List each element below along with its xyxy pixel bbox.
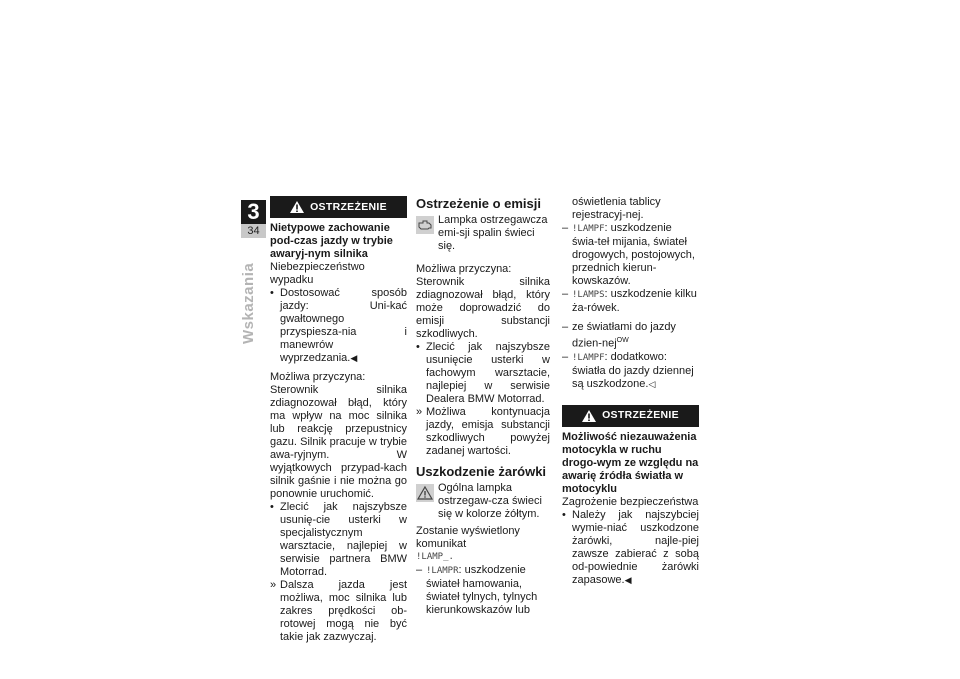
list-item: – !LAMPF: uszkodzenie świa-teł mijania, świateł drogowych, postojowych, przednich kierun-kowskazów. (562, 222, 695, 287)
lamp-desc: : uszkodzenie świa-teł mijania, świateł drogowych, postojowych, przednich kierun-kowskazów. (572, 222, 695, 287)
continued-text: oświetlenia tablicy rejestracyj-nej. (572, 196, 661, 221)
list-item: » Dalsza jazda jest możliwa, moc silnika lub zakres prędkości ob-rotowej mogą nie być takie jak zazwyczaj. (270, 579, 407, 643)
column-2 (416, 196, 550, 617)
cause-text: Sterownik silnika zdiagnozował błąd, który może doprowadzić do emisji substancji szkodliwych. (416, 276, 550, 340)
danger-text: Zagrożenie bezpieczeństwa (562, 495, 699, 508)
end-marker-outline-icon: ◁ (648, 378, 656, 389)
bullet-text: Zlecić jak najszybsze usunię-cie usterki w specjalistycznym warsztacie, najlepiej w serwisie partnera BMW Motorrad. (280, 501, 407, 578)
lamp-code: !LAMPS (572, 290, 605, 300)
emission-title: Ostrzeżenie o emisji (416, 196, 541, 211)
arrow-text: Dalsza jazda jest możliwa, moc silnika lub zakres prędkości ob-rotowej mogą nie być takie jak zazwyczaj. (280, 579, 407, 643)
lamp-desc: : dodatkowo: światła do jazdy dziennej są uszkodzone. (572, 350, 694, 390)
cause-label: Możliwa przyczyna: (416, 263, 512, 275)
bullet-text: Zlecić jak najszybsze usunięcie usterki w fachowym warsztacie, najlepiej w serwisie Dealera BMW Motorrad. (426, 341, 550, 405)
warning-banner (562, 405, 699, 427)
bullet-text: Dostosować sposób jazdy: Uni-kać gwałtownego przyspiesza-nia i manewrów wyprzedzania. (280, 287, 407, 364)
lamp-desc: : uszkodzenie świateł hamowania, świateł tylnych, tylnych kierunkowskazów lub (426, 564, 538, 616)
bulb-title: Uszkodzenie żarówki (416, 464, 547, 479)
column-3 (562, 196, 699, 587)
message-text: Zostanie wyświetlony komunikat (416, 525, 520, 550)
warning-triangle-icon (290, 201, 304, 213)
bulb-lamp-row (416, 482, 550, 521)
chapter-number: 3 (241, 200, 266, 224)
list-item: » Możliwa kontynuacja jazdy, emisja substancji szkodliwych powyżej zadanej wartości. (416, 406, 550, 457)
list-item: • Dostosować sposób jazdy: Uni-kać gwałtownego przyspiesza-nia i manewrów wyprzedzania.◀ (270, 287, 407, 364)
cause-text: Sterownik silnika zdiagnozował błąd, który ma wpływ na moc silnika lub reakcję przepustnicy gazu. Silnik pracuje w trybie awa-ryjnym. W wyjątkowych przypad-kach silnik gaśnie i nie można go ponownie uruchomić. (270, 384, 407, 500)
list-item: – ze światłami do jazdy dzien-nej$^{OW}$ (562, 321, 676, 350)
list-item: • Należy jak najszybciej wymie-niać uszkodzone żarówki, najle-piej zawsze zabierać z sobą od-powiednie żarówki zapasowe.◀ (562, 508, 699, 586)
emission-lamp-text: Lampka ostrzegawcza emi-sji spalin świeci się. (438, 214, 548, 252)
warning-label: OSTRZEŻENIE (602, 409, 679, 422)
warning-heading: Możliwość niezauważenia motocykla w ruchu drogo-wym ze względu na awarię źródła światła w motocyklu (562, 430, 699, 495)
general-warning-icon (416, 484, 434, 502)
lamp-desc: ze światłami do jazdy dzien-nej (572, 321, 676, 350)
warning-triangle-icon (582, 410, 596, 422)
arrow-text: Możliwa kontynuacja jazdy, emisja substancji szkodliwych powyżej zadanej wartości. (426, 406, 550, 457)
lamp-code: !LAMPR (426, 566, 459, 576)
engine-warning-icon (416, 216, 434, 234)
bulb-lamp-text: Ogólna lampka ostrzegaw-cza świeci się w kolorze żółtym. (438, 482, 542, 520)
lamp-code: !LAMPF (572, 224, 605, 234)
cause-label: Możliwa przyczyna: (270, 371, 366, 383)
end-marker-icon: ◀ (624, 574, 632, 585)
list-item: • Zlecić jak najszybsze usunię-cie usterki w specjalistycznym warsztacie, najlepiej w serwisie partnera BMW Motorrad. (270, 501, 407, 578)
message-code: !LAMP_. (416, 552, 454, 562)
danger-text: Niebezpieczeństwo wypadku (270, 261, 365, 286)
warning-banner (270, 196, 407, 218)
page-number: 34 (241, 224, 266, 238)
list-item: – !LAMPF: dodatkowo: światła do jazdy dziennej są uszkodzone.◁ (562, 350, 694, 390)
list-item (562, 196, 699, 222)
warning-label: OSTRZEŻENIE (310, 200, 387, 213)
column-1 (270, 196, 407, 644)
lamp-desc: : uszkodzenie kilku ża-rówek. (572, 288, 697, 314)
bullet-text: Należy jak najszybciej wymie-niać uszkodzone żarówki, najle-piej zawsze zabierać z sobą od-powiednie żarówki zapasowe. (572, 508, 699, 586)
list-item: – !LAMPS: uszkodzenie kilku ża-rówek. (562, 288, 697, 314)
end-marker-icon: ◀ (350, 353, 358, 363)
emission-lamp-row (416, 214, 550, 253)
lamp-code: !LAMPF (572, 352, 605, 363)
list-item: • Zlecić jak najszybsze usunięcie usterki w fachowym warsztacie, najlepiej w serwisie Dealera BMW Motorrad. (416, 341, 550, 405)
warning-heading: Nietypowe zachowanie pod-czas jazdy w trybie awaryj-nym silnika (270, 222, 393, 260)
option-superscript: OW (616, 337, 629, 344)
list-item: – !LAMPR: uszkodzenie świateł hamowania, świateł tylnych, tylnych kierunkowskazów lub (416, 564, 538, 616)
chapter-side-label: Wskazania (240, 262, 257, 344)
